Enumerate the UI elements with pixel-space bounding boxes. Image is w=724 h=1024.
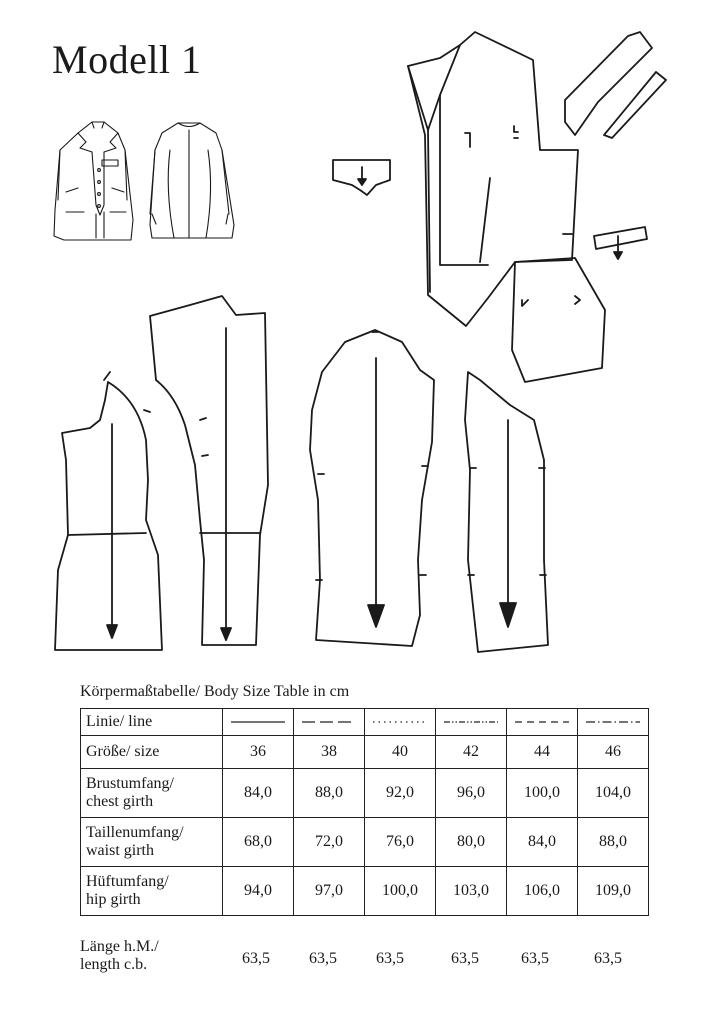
chest-cell: 104,0	[578, 769, 649, 818]
length-label-en: length c.b.	[80, 956, 148, 973]
hip-girth-row	[81, 867, 649, 916]
welt-piece	[594, 227, 647, 259]
chest-label-de: Brustumfang/	[86, 775, 174, 792]
hip-label-de: Hüftumfang/	[86, 873, 169, 890]
length-row-label	[80, 938, 230, 974]
page-title: Modell 1	[52, 37, 202, 82]
length-label-de: Länge h.M./	[80, 938, 159, 955]
collar-pattern-piece	[565, 32, 666, 138]
hip-cell: 103,0	[436, 867, 507, 916]
line-sample-38	[294, 709, 365, 736]
length-cell: 63,5	[242, 950, 270, 967]
size-cell: 36	[223, 736, 294, 769]
side-front-pattern-piece	[55, 372, 162, 650]
waist-label-en: waist girth	[86, 842, 154, 859]
waist-cell: 76,0	[365, 818, 436, 867]
chest-label-en: chest girth	[86, 793, 154, 810]
line-sample-46	[578, 709, 649, 736]
jacket-front-sketch	[54, 122, 133, 240]
waist-girth-row	[81, 818, 649, 867]
hip-cell: 106,0	[507, 867, 578, 916]
size-cell: 44	[507, 736, 578, 769]
length-cell: 63,5	[521, 950, 549, 967]
length-cell: 63,5	[376, 950, 404, 967]
waist-cell: 88,0	[578, 818, 649, 867]
line-sample-36	[223, 709, 294, 736]
pocket-flap-piece	[333, 160, 390, 195]
line-style-row	[81, 709, 649, 736]
waist-cell: 68,0	[223, 818, 294, 867]
size-cell: 38	[294, 736, 365, 769]
chest-cell: 84,0	[223, 769, 294, 818]
line-sample-42	[436, 709, 507, 736]
hip-cell: 100,0	[365, 867, 436, 916]
hip-cell: 94,0	[223, 867, 294, 916]
chest-cell: 96,0	[436, 769, 507, 818]
line-sample-40	[365, 709, 436, 736]
length-cell: 63,5	[594, 950, 622, 967]
side-pattern-piece	[512, 258, 605, 382]
front-pattern-piece	[408, 32, 578, 326]
size-cell: 42	[436, 736, 507, 769]
chest-cell: 92,0	[365, 769, 436, 818]
line-row-label: Linie/ line	[81, 709, 223, 736]
chest-cell: 88,0	[294, 769, 365, 818]
waist-label-de: Taillenumfang/	[86, 824, 184, 841]
hip-cell: 109,0	[578, 867, 649, 916]
jacket-back-sketch	[150, 123, 234, 238]
waist-cell: 80,0	[436, 818, 507, 867]
length-cell: 63,5	[451, 950, 479, 967]
size-cell: 46	[578, 736, 649, 769]
back-pattern-piece	[150, 296, 268, 645]
hip-cell: 97,0	[294, 867, 365, 916]
waist-row-label	[81, 818, 223, 867]
under-sleeve-pattern-piece	[465, 372, 548, 652]
body-size-table	[80, 708, 649, 916]
chest-girth-row	[81, 769, 649, 818]
hip-label-en: hip girth	[86, 891, 141, 908]
line-sample-44	[507, 709, 578, 736]
hip-row-label	[81, 867, 223, 916]
length-cell: 63,5	[309, 950, 337, 967]
chest-cell: 100,0	[507, 769, 578, 818]
size-row-label: Größe/ size	[81, 736, 223, 769]
size-row	[81, 736, 649, 769]
waist-cell: 72,0	[294, 818, 365, 867]
size-cell: 40	[365, 736, 436, 769]
waist-cell: 84,0	[507, 818, 578, 867]
table-caption: Körpermaßtabelle/ Body Size Table in cm	[80, 683, 350, 700]
chest-row-label	[81, 769, 223, 818]
upper-sleeve-pattern-piece	[310, 330, 434, 646]
